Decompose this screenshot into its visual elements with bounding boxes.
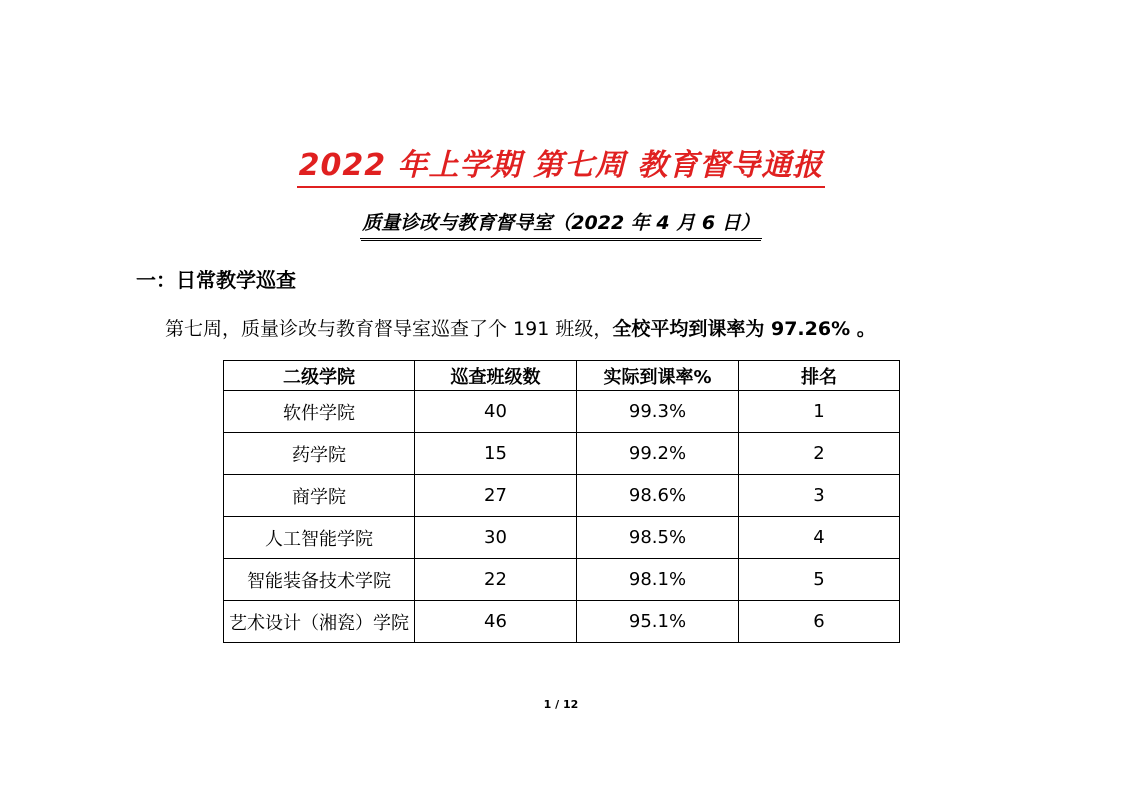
- cell-rank: 3: [739, 475, 900, 517]
- cell-college: 软件学院: [224, 391, 415, 433]
- summary-highlight: 全校平均到课率为 97.26% 。: [612, 318, 876, 340]
- cell-rank: 1: [739, 391, 900, 433]
- cell-rank: 2: [739, 433, 900, 475]
- table-row: [224, 475, 900, 517]
- cell-classes: 15: [415, 433, 577, 475]
- summary-paragraph: [165, 314, 876, 344]
- cell-rate: 99.2%: [577, 433, 739, 475]
- cell-classes: 22: [415, 559, 577, 601]
- header-attendance-rate: 实际到课率%: [577, 361, 739, 391]
- table-row: [224, 559, 900, 601]
- cell-rank: 4: [739, 517, 900, 559]
- cell-classes: 40: [415, 391, 577, 433]
- table-row: [224, 391, 900, 433]
- table-row: [224, 601, 900, 643]
- cell-college: 艺术设计（湘瓷）学院: [224, 601, 415, 643]
- cell-rank: 6: [739, 601, 900, 643]
- cell-rate: 98.1%: [577, 559, 739, 601]
- cell-rate: 95.1%: [577, 601, 739, 643]
- document-subtitle-wrapper: [0, 208, 1122, 239]
- cell-rate: 98.6%: [577, 475, 739, 517]
- cell-rank: 5: [739, 559, 900, 601]
- cell-classes: 30: [415, 517, 577, 559]
- attendance-table: [223, 360, 900, 643]
- summary-text: 第七周，质量诊改与教育督导室巡查了个 191 班级，: [165, 318, 613, 340]
- cell-classes: 46: [415, 601, 577, 643]
- cell-college: 商学院: [224, 475, 415, 517]
- header-rank: 排名: [739, 361, 900, 391]
- document-title-wrapper: [0, 146, 1122, 188]
- header-college: 二级学院: [224, 361, 415, 391]
- header-classes-inspected: 巡查班级数: [415, 361, 577, 391]
- cell-college: 人工智能学院: [224, 517, 415, 559]
- document-subtitle: 质量诊改与教育督导室（2022 年 4 月 6 日）: [360, 208, 761, 239]
- cell-college: 智能装备技术学院: [224, 559, 415, 601]
- page-number: 1 / 12: [543, 698, 579, 711]
- document-title: 2022 年上学期 第七周 教育督导通报: [297, 146, 826, 188]
- cell-college: 药学院: [224, 433, 415, 475]
- table-row: [224, 433, 900, 475]
- table-header-row: [224, 361, 900, 391]
- cell-rate: 99.3%: [577, 391, 739, 433]
- table-row: [224, 517, 900, 559]
- cell-classes: 27: [415, 475, 577, 517]
- cell-rate: 98.5%: [577, 517, 739, 559]
- section-heading: 一：日常教学巡查: [136, 268, 296, 292]
